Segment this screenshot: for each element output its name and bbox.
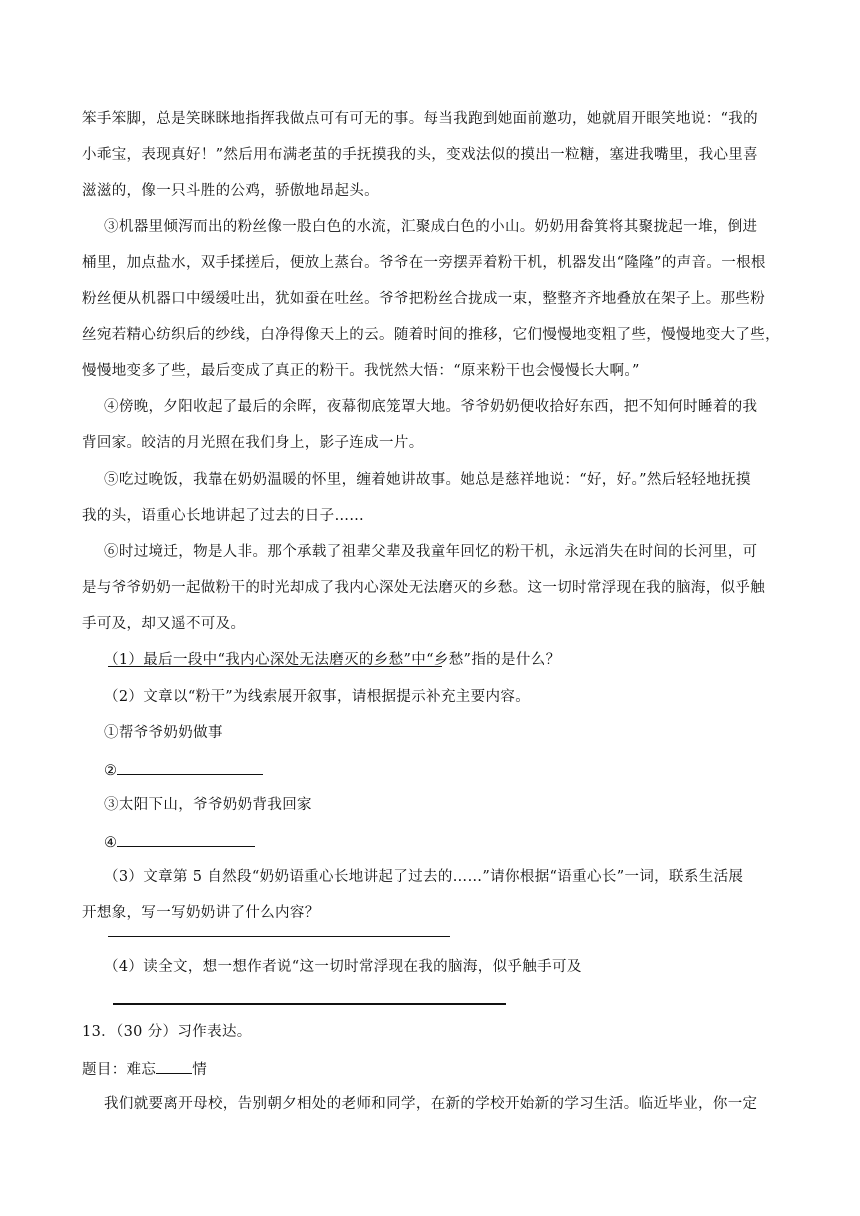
passage-line: 小乖宝，表现真好！”然后用布满老茧的手抚摸我的头，变戏法似的摸出一粒糖，塞进我嘴里，我心里喜 [82, 147, 759, 163]
question-3-cont: 开想象，写一写奶奶讲了什么内容？ [82, 905, 320, 921]
passage-line: 桶里，加点盐水，双手揉搓后，便放上蒸台。爷爷在一旁摆弄着粉干机，机器发出“隆隆”的声音。一根根 [82, 255, 766, 271]
essay-title [82, 1059, 207, 1079]
passage-line: 手可及，却又遥不可及。 [82, 616, 246, 632]
passage-line: 笨手笨脚，总是笑眯眯地指挥我做点可有可无的事。每当我跑到她面前邀功，她就眉开眼笑地说：“我的 [82, 111, 759, 127]
passage-line: ⑤吃过晚饭，我靠在奶奶温暖的怀里，缠着她讲故事。她总是慈祥地说：“好，好。”然后轻轻地抚摸 [104, 472, 751, 488]
question-2-item-1: ①帮爷爷奶奶做事 [104, 725, 223, 741]
essay-instructions: 我们就要离开母校，告别朝夕相处的老师和同学，在新的学校开始新的学习生活。临近毕业，你一定 [104, 1096, 758, 1112]
question-2: （2）文章以“粉干”为线索展开叙事，请根据提示补充主要内容。 [104, 689, 531, 705]
question-1: （1）最后一段中“我内心深处无法磨灭的乡愁”中“乡愁”指的是什么？ [104, 652, 561, 668]
question-13-heading: 13．（30 分）习作表达。 [82, 1024, 252, 1040]
passage-line: ⑥时过境迁，物是人非。那个承载了祖辈父辈及我童年回忆的粉干机，永远消失在时间的长河里，可 [104, 544, 758, 560]
passage-line: 我的头，语重心长地讲起了过去的日子…… [82, 508, 365, 524]
passage-line: 背回家。皎洁的月光照在我们身上，影子连成一片。 [82, 435, 424, 451]
passage-line: ④傍晚，夕阳收起了最后的余晖，夜幕彻底笼罩大地。爷爷奶奶便收拾好东西，把不知何时睡着的我 [104, 399, 758, 415]
item-marker: ④ [104, 835, 118, 851]
answer-line-q4[interactable] [113, 1003, 506, 1005]
answer-blank-q2-item-2[interactable] [117, 760, 263, 775]
passage-line: ③机器里倾泻而出的粉丝像一股白色的水流，汇聚成白色的小山。奶奶用畚箕将其聚拢起一堆，倒进 [104, 219, 758, 235]
answer-line-q3[interactable] [108, 936, 450, 937]
essay-title-prefix: 题目：难忘 [82, 1062, 157, 1078]
question-2-item-4 [104, 832, 255, 852]
essay-title-suffix: 情 [192, 1062, 208, 1078]
passage-line: 是与爷爷奶奶一起做粉干的时光却成了我内心深处无法磨灭的乡愁。这一切时常浮现在我的脑海，似乎触 [82, 580, 766, 596]
question-3: （3）文章第 5 自然段“奶奶语重心长地讲起了过去的……”请你根据“语重心长”一词，联系生活展 [104, 869, 744, 885]
passage-line: 丝宛若精心纺织后的纱线，白净得像天上的云。随着时间的推移，它们慢慢地变粗了些，慢慢地变大了些， [82, 327, 780, 343]
question-2-item-3: ③太阳下山，爷爷奶奶背我回家 [104, 797, 312, 813]
answer-blank-q2-item-4[interactable] [117, 832, 255, 847]
question-4: （4）读全文，想一想作者说“这一切时常浮现在我的脑海，似乎触手可及 [104, 959, 582, 975]
question-2-item-2 [104, 760, 263, 780]
passage-line: 粉丝便从机器口中缓缓吐出，犹如蚕在吐丝。爷爷把粉丝合拢成一束，整整齐齐地叠放在架子上。那些粉 [82, 291, 766, 307]
item-marker: ② [104, 763, 118, 779]
essay-title-blank[interactable] [156, 1059, 192, 1074]
answer-line-q1[interactable] [108, 666, 442, 667]
passage-line: 滋滋的，像一只斗胜的公鸡，骄傲地昂起头。 [82, 183, 379, 199]
passage-line: 慢慢地变多了些，最后变成了真正的粉干。我恍然大悟：“原来粉干也会慢慢长大啊。” [82, 363, 640, 379]
